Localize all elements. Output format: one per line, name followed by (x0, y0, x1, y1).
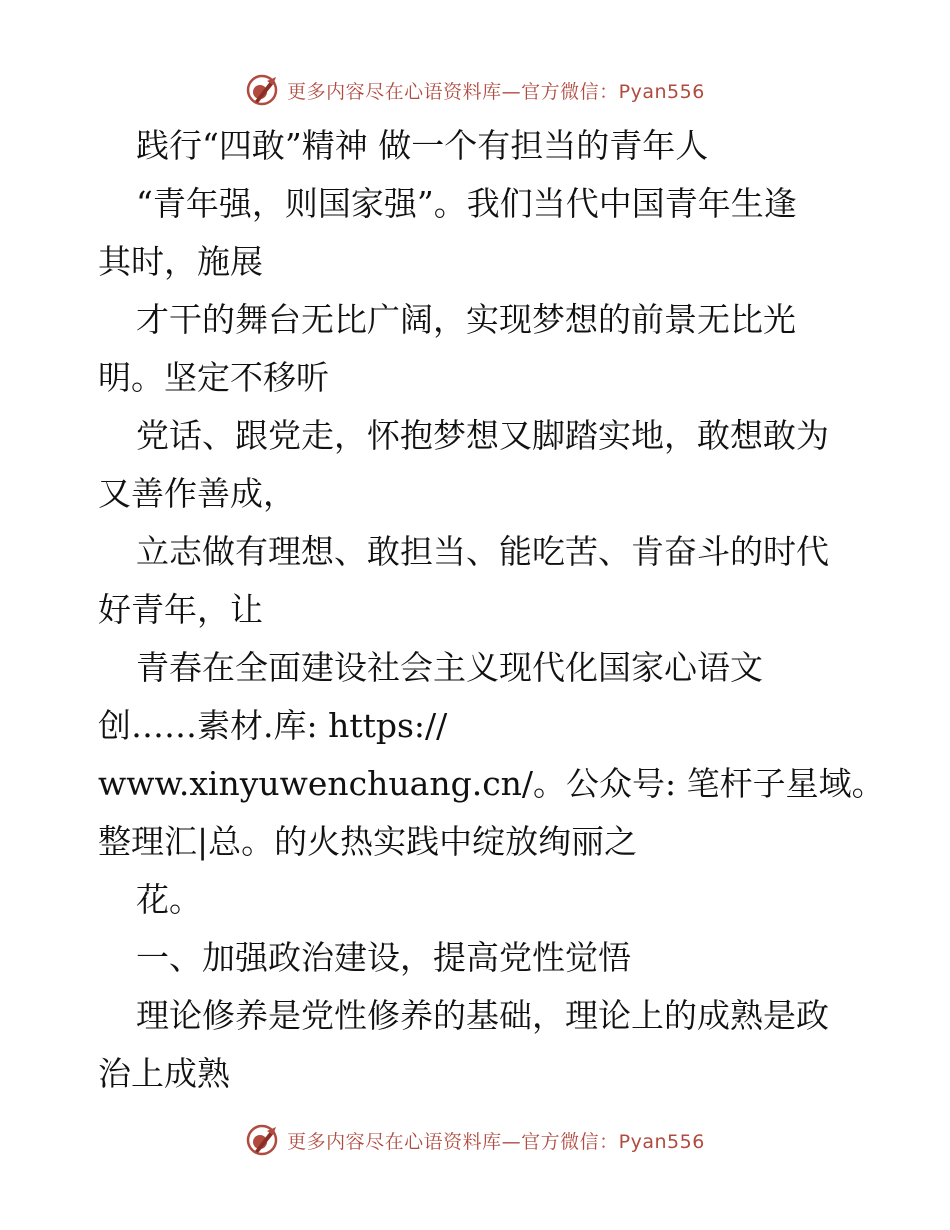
paragraph-line: “青年强，则国家强”。我们当代中国青年生逢 (136, 184, 797, 223)
document-body (98, 117, 888, 1103)
paragraph-line: 才干的舞台无比广阔，实现梦想的前景无比光 (136, 300, 796, 339)
header-banner (0, 70, 950, 110)
paragraph-line: 整理汇|总。的火热实践中绽放绚丽之 (98, 822, 638, 861)
paragraph-line: 好青年，让 (98, 590, 263, 629)
paragraph-line: 花。 (136, 880, 202, 919)
paragraph-line: 明。坚定不移听 (98, 358, 329, 397)
paragraph-line: 理论修养是党性修养的基础，理论上的成熟是政 (136, 996, 829, 1035)
paragraph-line: www.xinyuwenchuang.cn/。公众号: 笔杆子星域。 (98, 764, 885, 803)
footer-banner (0, 1120, 950, 1160)
section-heading: 一、加强政治建设，提高党性觉悟 (136, 938, 631, 977)
quill-seal-icon (245, 73, 279, 107)
paragraph-line: 治上成熟 (98, 1054, 230, 1093)
footer-banner-text: 更多内容尽在心语资料库—官方微信：Pyan556 (287, 1130, 705, 1153)
header-banner-text: 更多内容尽在心语资料库—官方微信：Pyan556 (287, 80, 705, 103)
paragraph-line: 党话、跟党走，怀抱梦想又脚踏实地，敢想敢为 (136, 416, 829, 455)
paragraph-line: 其时，施展 (98, 242, 263, 281)
paragraph-line: 立志做有理想、敢担当、能吃苦、肯奋斗的时代 (136, 532, 829, 571)
document-title: 践行“四敢”精神 做一个有担当的青年人 (136, 126, 709, 165)
quill-seal-icon (245, 1123, 279, 1157)
paragraph-line: 又善作善成， (98, 474, 296, 513)
paragraph-line: 青春在全面建设社会主义现代化国家心语文 (136, 648, 763, 687)
paragraph-line: 创……素材.库: https:// (98, 706, 448, 745)
